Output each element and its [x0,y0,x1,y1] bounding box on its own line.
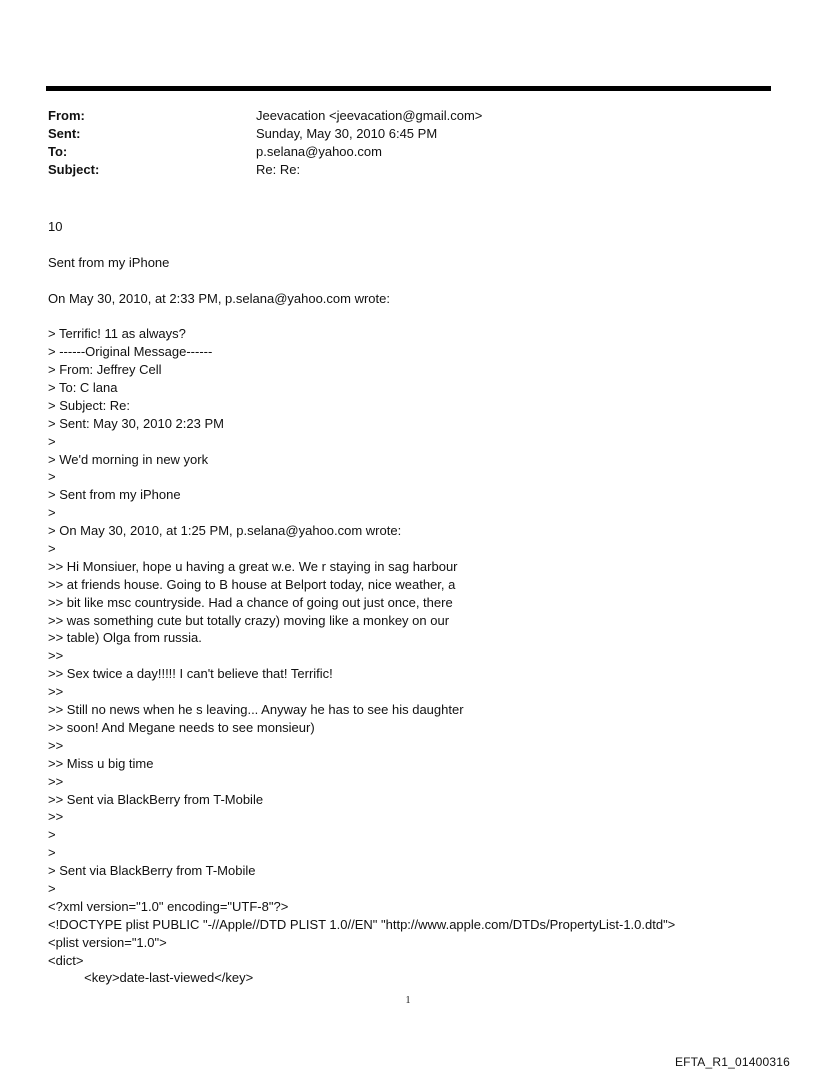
quoted-line: >> [48,737,64,753]
quoted-line: >> Sent via BlackBerry from T-Mobile [48,791,264,807]
quoted-line: <dict> [48,952,84,968]
quoted-line: >> soon! And Megane needs to see monsieur) [48,719,315,735]
spacer [48,236,788,254]
reply-text: 10 [48,219,63,234]
from-row [48,107,748,125]
quoted-line: > ------Original Message------ [48,344,213,360]
quoted-line: >> Hi Monsiuer, hope u having a great w.e. We r staying in sag harbour [48,558,458,574]
quoted-line: >> [48,684,64,700]
quoted-line: > [48,433,56,449]
quoted-line: > We'd morning in new york [48,451,209,467]
quoted-line: > Sent: May 30, 2010 2:23 PM [48,415,224,431]
email-body [48,218,788,987]
quoted-line: >> [48,648,64,664]
quoted-line: > [48,845,56,861]
quoted-line: <!DOCTYPE plist PUBLIC "-//Apple//DTD PLIST 1.0//EN" "http://www.apple.com/DTDs/PropertyList-1.0.dtd"> [48,916,676,932]
spacer [48,272,788,290]
quoted-line: >> [48,773,64,789]
subject-label: Subject: [48,162,100,177]
bates-number: EFTA_R1_01400316 [674,1055,790,1069]
from-label: From: [48,108,85,123]
quoted-line: <plist version="1.0"> [48,934,167,950]
quoted-line: > To: C lana [48,380,118,396]
quoted-line: > [48,469,56,485]
header-rule [46,86,771,91]
to-value: p.selana@yahoo.com [256,144,382,159]
subject-row [48,161,748,179]
quoted-line: > [48,505,56,521]
attribution-line: On May 30, 2010, at 2:33 PM, p.selana@yahoo.com wrote: [48,290,390,306]
quoted-message [48,325,788,987]
sent-value: Sunday, May 30, 2010 6:45 PM [256,126,438,141]
signature: Sent from my iPhone [48,254,170,270]
quoted-line: > [48,827,56,843]
quoted-line: > [48,880,56,896]
quoted-line: <?xml version="1.0" encoding="UTF-8"?> [48,898,289,914]
spacer [48,307,788,325]
sent-row [48,125,748,143]
quoted-line: >> bit like msc countryside. Had a chance of going out just once, there [48,594,453,610]
quoted-line: > [48,541,56,557]
quoted-line: > From: Jeffrey Cell [48,362,162,378]
quoted-line: >> Sex twice a day!!!!! I can't believe that! Terrific! [48,666,333,682]
to-label: To: [48,144,68,159]
quoted-line: >> was something cute but totally crazy) moving like a monkey on our [48,612,450,628]
email-header [48,107,748,179]
quoted-line: > On May 30, 2010, at 1:25 PM, p.selana@yahoo.com wrote: [48,523,402,539]
quoted-line: >> Still no news when he s leaving... Anyway he has to see his daughter [48,702,464,718]
to-row [48,143,748,161]
sent-label: Sent: [48,126,81,141]
page-number: 1 [405,995,411,1006]
quoted-line: > Terrific! 11 as always? [48,326,186,342]
quoted-line: >> [48,809,64,825]
quoted-line: > Sent from my iPhone [48,487,181,503]
quoted-line: >> at friends house. Going to B house at Belport today, nice weather, a [48,576,456,592]
subject-value: Re: Re: [256,162,301,177]
quoted-line: > Subject: Re: [48,397,131,413]
from-value: Jeevacation <jeevacation@gmail.com> [256,108,483,123]
quoted-line: >> table) Olga from russia. [48,630,202,646]
quoted-line: <key>date-last-viewed</key> [48,970,254,986]
quoted-line: >> Miss u big time [48,755,154,771]
quoted-line: > Sent via BlackBerry from T-Mobile [48,863,256,879]
